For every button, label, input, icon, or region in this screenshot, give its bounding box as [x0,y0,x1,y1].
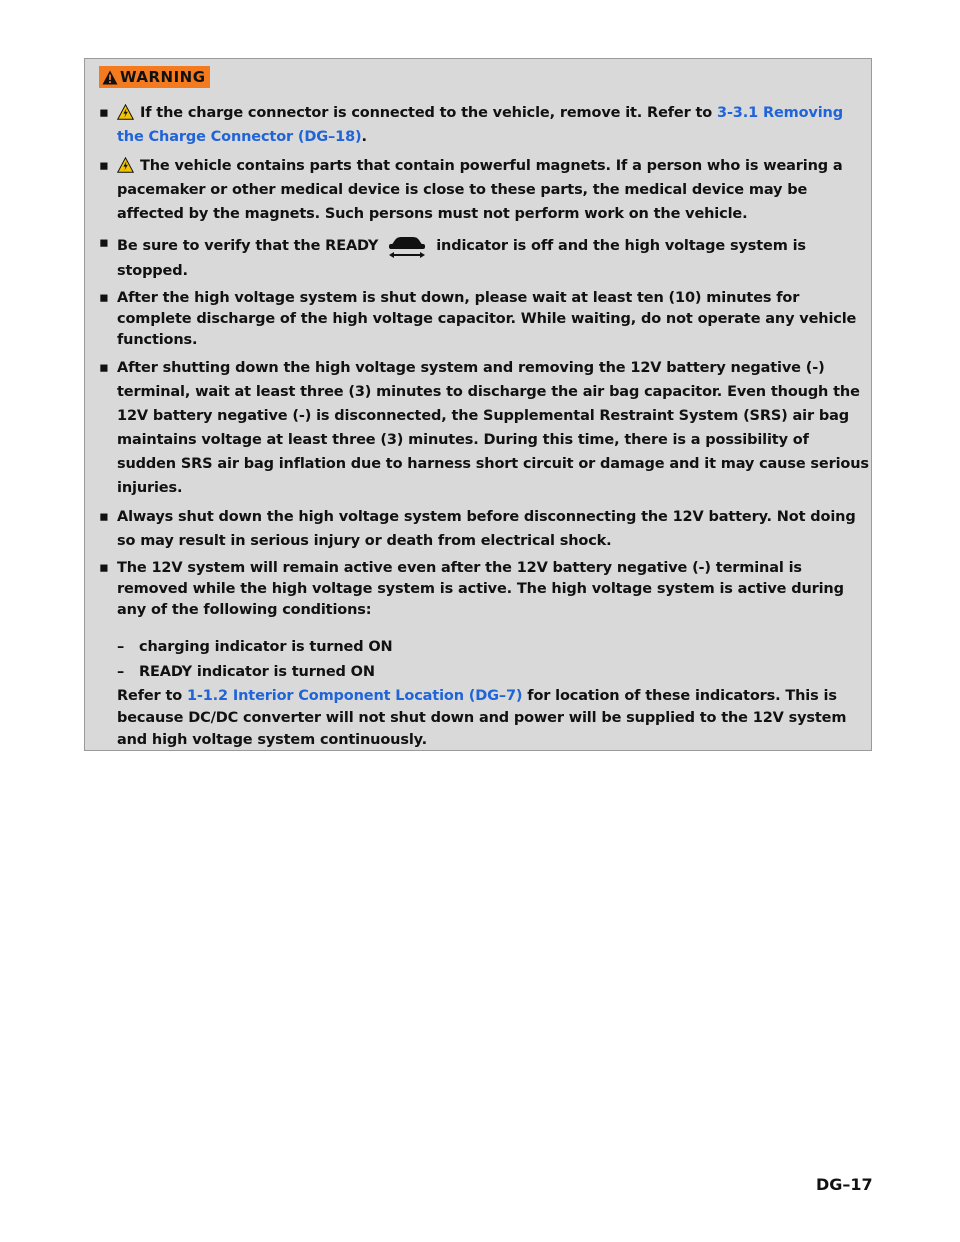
item-text: Be sure to verify that the READY [117,238,379,254]
list-item [97,231,871,283]
condition-text: charging indicator is turned ON [139,639,393,655]
bullet: ▪ [99,290,109,306]
list-item [97,558,871,751]
bullet: ▪ [99,235,109,251]
dash: – [117,639,125,655]
item-text: After the high voltage system is shut down, please wait at least ten (10) minutes for complete discharge of the high voltage capacitor. While waiting, do not operate any vehicle functions. [117,290,857,348]
list-item [97,505,871,553]
refer-text: for location of these indicators. This is because DC/DC converter will not shut down and power will be supplied to the 12V system and high voltage system continuously. [117,688,847,748]
link-removing-charge-connector[interactable]: 3-3.1 Removing the Charge Connector (DG–18) [117,105,843,145]
refer-text: Refer to [117,688,187,704]
warning-label: WARNING [120,68,206,86]
item-text: After shutting down the high voltage system and removing the 12V battery negative (-) terminal, wait at least three (3) minutes to discharge the air bag capacitor. Even though the 12V battery negative (-) is disconnected, the Supplemental Restraint System (SRS) air bag maintains voltage at least three (3) minutes. During this time, there is a possibility of sudden SRS air bag inflation due to harness short circuit or damage and it may cause serious injuries. [117,360,869,496]
item-text: The 12V system will remain active even after the 12V battery negative (-) terminal is removed while the high voltage system is active. The high voltage system is active during any of the following conditions: [117,560,844,618]
list-item [97,154,871,226]
ready-car-icon [386,231,428,259]
condition-item [117,635,871,660]
list-item [97,288,871,351]
warning-header [99,66,210,88]
item-text: indicator is off and the high voltage system is stopped. [117,238,806,279]
warning-content [97,101,871,756]
bullet: ▪ [99,360,109,376]
item-text: If the charge connector is connected to the vehicle, remove it. Refer to [140,105,717,121]
condition-text: READY indicator is turned ON [139,664,375,680]
list-item [97,101,871,149]
item-text: The vehicle contains parts that contain powerful magnets. If a person who is wearing a pacemaker or other medical device is close to these parts, the medical device may be affected by the magnets. Such persons must not perform work on the vehicle. [117,158,843,222]
link-interior-component-location[interactable]: 1-1.2 Interior Component Location (DG–7) [186,688,523,704]
refer-paragraph [117,685,871,751]
item-text: . [361,129,367,145]
high-voltage-warning-icon [117,157,134,173]
warning-box [84,58,872,751]
high-voltage-warning-icon [117,104,134,120]
bullet: ▪ [99,560,109,576]
item-text: Always shut down the high voltage system before disconnecting the 12V battery. Not doing so may result in serious injury or death from electrical shock. [117,509,856,549]
bullet: ▪ [99,158,109,174]
condition-item [117,660,871,685]
condition-list [117,635,871,685]
warning-triangle-icon [102,70,118,85]
bullet: ▪ [99,509,109,525]
list-item [97,356,871,500]
page-number: DG–17 [816,1175,873,1194]
bullet: ▪ [99,105,109,121]
dash: – [117,664,125,680]
